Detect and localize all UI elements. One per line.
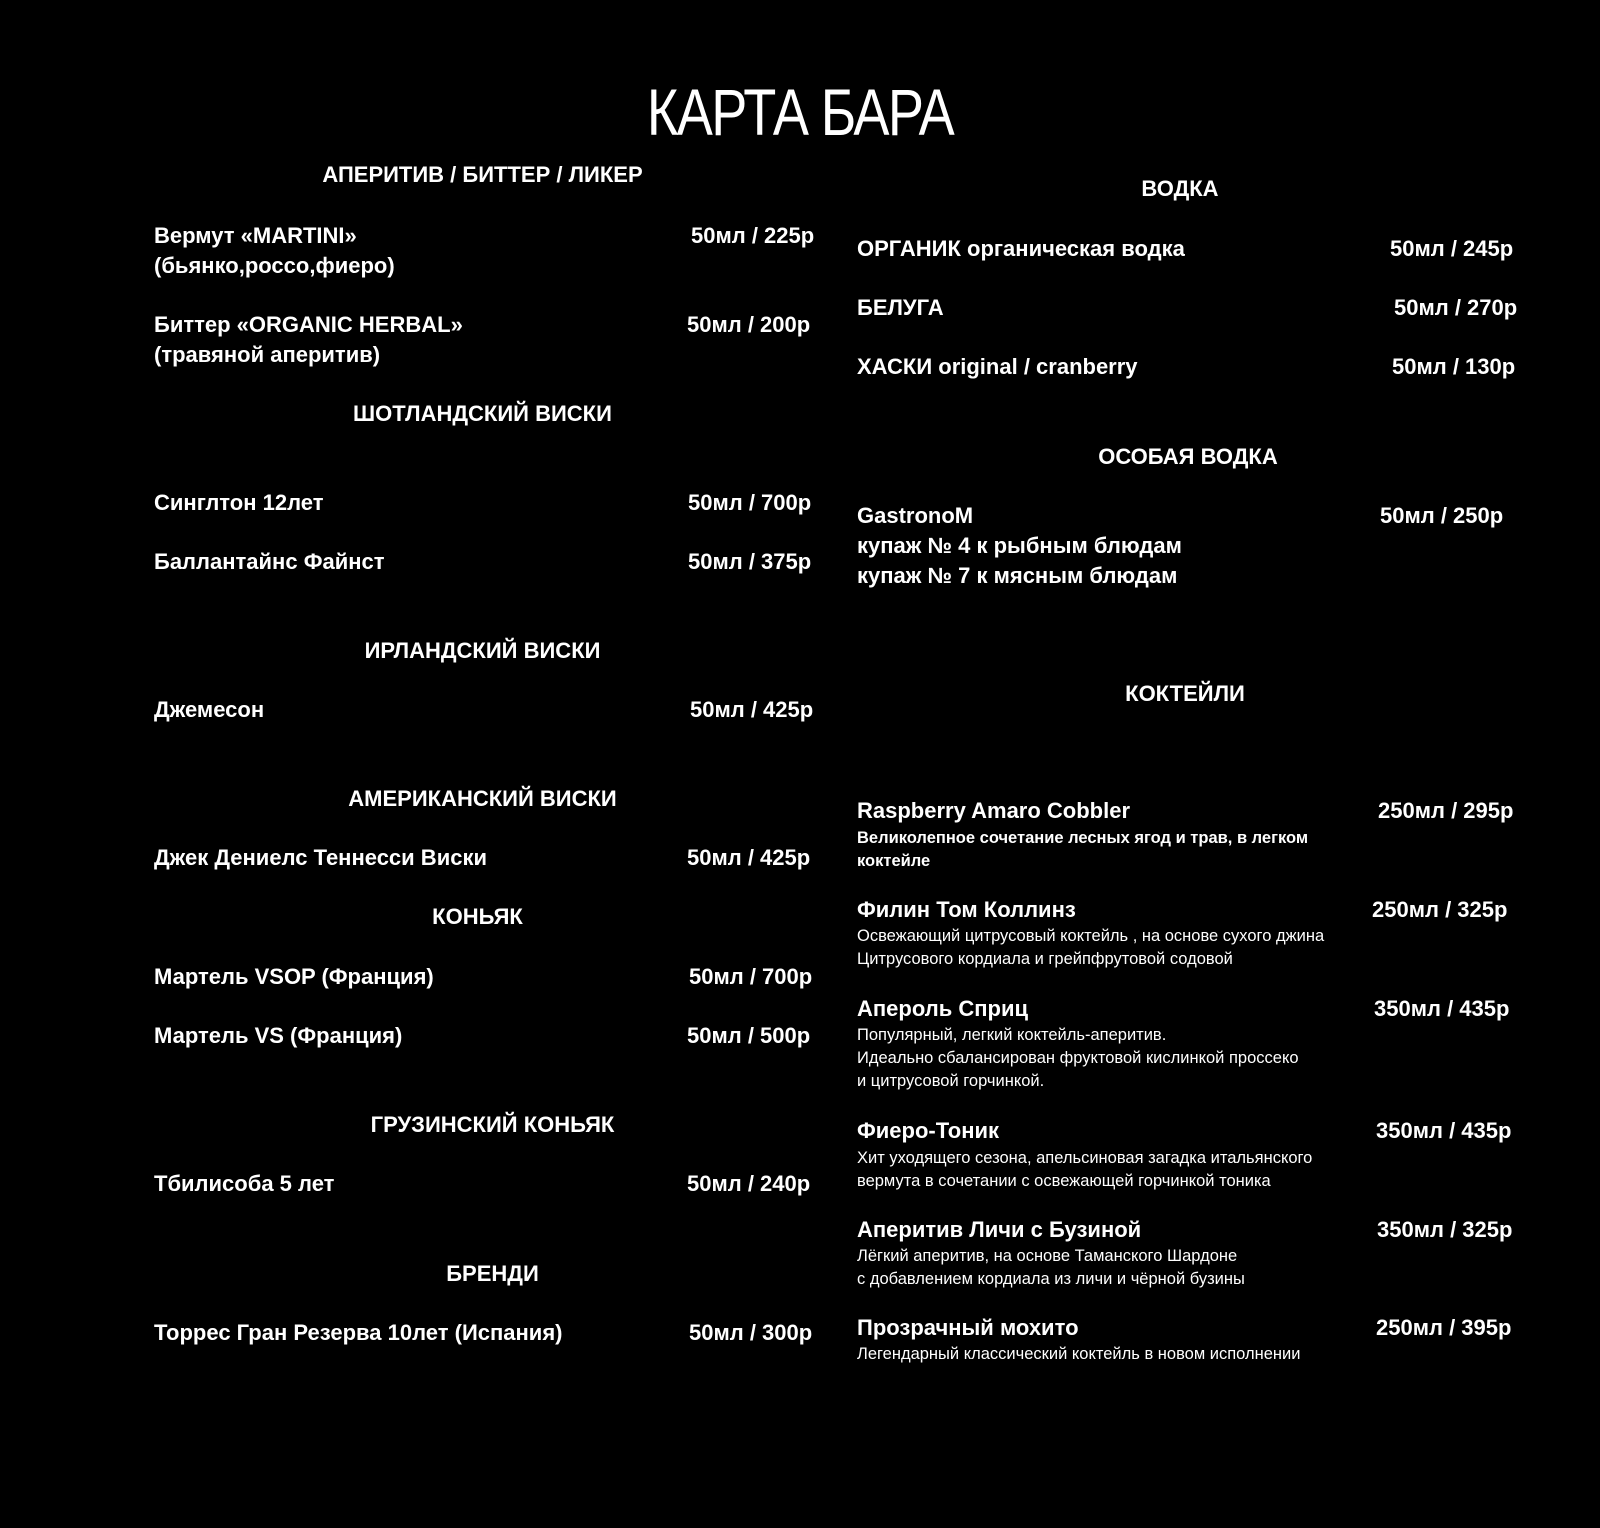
item-name: Мартель VS (Франция) [154,1023,403,1048]
item-price: 50мл / 200р [687,312,811,337]
cocktail-price: 250мл / 325р [1372,897,1508,922]
cocktail-description: Цитрусового кордиала и грейпфрутовой содовой [857,950,1233,968]
item-name: Мартель VSOP (Франция) [154,964,434,989]
item-price: 50мл / 500р [687,1023,811,1048]
cocktail-description: Популярный, легкий коктейль-аперитив. [857,1026,1167,1044]
item-price: 50мл / 245р [1390,236,1514,261]
section-heading-scotch: ШОТЛАНДСКИЙ ВИСКИ [353,401,612,426]
cocktail-description: вермута в сочетании с освежающей горчинкой тоника [857,1172,1271,1190]
cocktail-description: Легендарный классический коктейль в новом исполнении [857,1345,1301,1363]
item-price: 50мл / 700р [689,964,813,989]
section-heading-aperitif: АПЕРИТИВ / БИТТЕР / ЛИКЕР [322,162,643,187]
section-heading-georgian: ГРУЗИНСКИЙ КОНЬЯК [370,1112,615,1137]
item-name: Джек Дениелс Теннесси Виски [154,845,487,870]
cocktail-description: Освежающий цитрусовый коктейль , на основе сухого джина [857,927,1325,945]
cocktail-description: Лёгкий аперитив, на основе Таманского Шардоне [857,1247,1238,1265]
item-name: Джемесон [154,697,265,722]
item-subtitle: (бьянко,россо,фиеро) [154,253,395,278]
item-price: 50мл / 270р [1394,295,1518,320]
item-price: 50мл / 425р [690,697,814,722]
item-price: 50мл / 240р [687,1171,811,1196]
page-title: КАРТА БАРА [646,75,954,149]
item-name: ОРГАНИК органическая водка [857,236,1185,261]
section-heading-vodka: ВОДКА [1141,176,1219,201]
item-name: Биттер «ORGANIC HERBAL» [154,312,463,337]
item-price: 50мл / 250р [1380,503,1504,528]
cocktail-price: 250мл / 295р [1378,798,1514,823]
section-heading-brandy: БРЕНДИ [446,1261,539,1286]
cocktail-name: Апероль Сприц [857,996,1029,1021]
item-name: БЕЛУГА [857,295,944,320]
section-heading-special-vodka: ОСОБАЯ ВОДКА [1098,444,1278,469]
section-heading-irish: ИРЛАНДСКИЙ ВИСКИ [364,638,601,663]
item-price: 50мл / 425р [687,845,811,870]
item-name: Тбилисоба 5 лет [154,1171,335,1196]
cocktail-description: коктейле [857,852,931,870]
cocktail-price: 350мл / 435р [1376,1118,1512,1143]
item-price: 50мл / 375р [688,549,812,574]
section-heading-cognac: КОНЬЯК [432,904,523,929]
cocktail-name: Raspberry Amaro Cobbler [857,798,1131,823]
cocktail-name: Фиеро-Тоник [857,1118,1000,1143]
cocktail-name: Аперитив Личи с Бузиной [857,1217,1142,1242]
cocktail-name: Прозрачный мохито [857,1315,1079,1340]
section-heading-american: АМЕРИКАНСКИЙ ВИСКИ [348,786,617,811]
item-name: Баллантайнс Файнст [154,549,385,574]
item-subtitle: (травяной аперитив) [154,342,381,367]
item-price: 50мл / 300р [689,1320,813,1345]
cocktail-description: с добавлением кордиала из личи и чёрной бузины [857,1270,1245,1288]
item-name: ХАСКИ original / cranberry [857,354,1138,379]
item-price: 50мл / 130р [1392,354,1516,379]
cocktail-description: Идеально сбалансирован фруктовой кислинкой проссеко [857,1049,1299,1067]
cocktail-description: Хит уходящего сезона, апельсиновая загадка итальянского [857,1149,1313,1167]
item-subtitle: купаж № 7 к мясным блюдам [857,563,1178,588]
cocktail-name: Филин Том Коллинз [857,897,1076,922]
item-name: Вермут «MARTINI» [154,223,357,248]
item-name: GastronoM [857,503,974,528]
item-price: 50мл / 700р [688,490,812,515]
cocktail-price: 250мл / 395р [1376,1315,1512,1340]
item-name: Торрес Гран Резерва 10лет (Испания) [154,1320,563,1345]
cocktail-price: 350мл / 325р [1377,1217,1513,1242]
cocktail-price: 350мл / 435р [1374,996,1510,1021]
section-heading-cocktails: КОКТЕЙЛИ [1125,681,1245,706]
item-name: Синглтон 12лет [154,490,324,515]
cocktail-description: Великолепное сочетание лесных ягод и трав, в легком [857,829,1309,847]
cocktail-description: и цитрусовой горчинкой. [857,1072,1045,1090]
item-subtitle: купаж № 4 к рыбным блюдам [857,533,1182,558]
item-price: 50мл / 225р [691,223,815,248]
